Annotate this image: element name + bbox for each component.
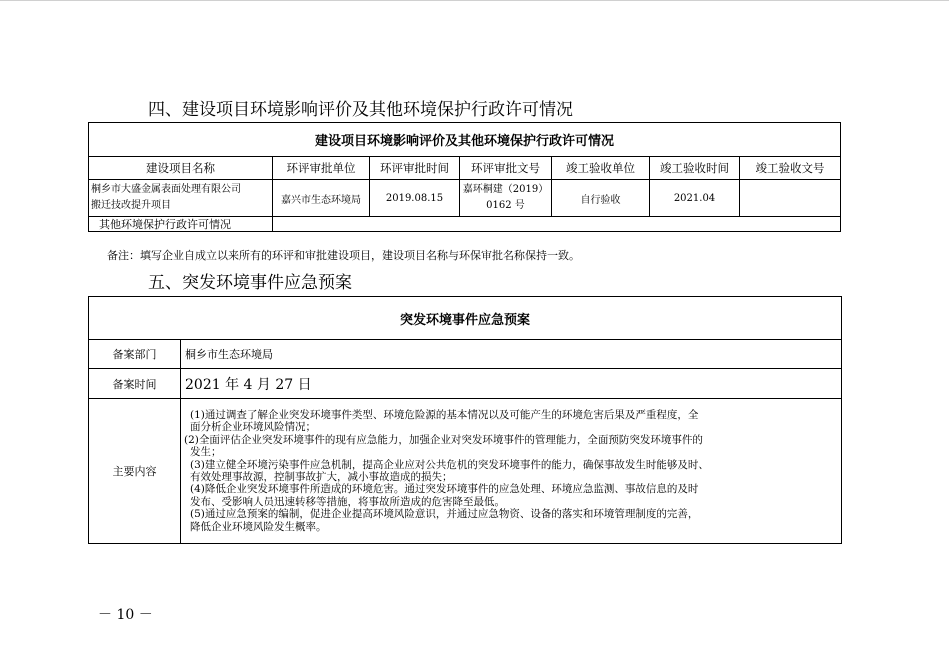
col-header-acceptance-unit: 竣工验收单位	[552, 157, 650, 180]
page-top-border	[0, 0, 949, 1]
filing-dept-value: 桐乡市生态环境局	[181, 340, 842, 369]
other-permit-value	[273, 217, 841, 232]
col-header-acceptance-date: 竣工验收时间	[650, 157, 740, 180]
eia-table-title: 建设项目环境影响评价及其他环境保护行政许可情况	[89, 123, 841, 157]
table-note: 备注：填写企业自成立以来所有的环评和审批建设项目，建设项目名称与环保审批名称保持一致。	[107, 249, 580, 262]
content-line: 面分析企业环境风险情况；	[190, 421, 316, 434]
col-header-approval-no: 环评审批文号	[460, 157, 552, 180]
content-line: (2)全面评估企业突发环境事件的现有应急能力，加强企业对突发环境事件的管理能力，全面预防突发环境事件的	[184, 433, 703, 446]
project-name-cell	[89, 180, 273, 217]
acceptance-date-cell: 2021.04	[650, 180, 740, 217]
other-permit-label: 其他环境保护行政许可情况	[89, 217, 273, 232]
content-line: (1)通过调查了解企业突发环境事件类型、环境危险源的基本情况以及可能产生的环境危害后果及严重程度，全	[190, 408, 699, 421]
project-name-line: 桐乡市大盛金属表面处理有限公司	[91, 184, 241, 195]
section5-heading: 五、突发环境事件应急预案	[148, 273, 352, 293]
col-header-project-name: 建设项目名称	[89, 157, 273, 180]
content-line: (4)降低企业突发环境事件所造成的环境危害。通过突发环境事件的应急处理、环境应急监测、事故信息的及时	[190, 483, 699, 496]
emergency-table-title: 突发环境事件应急预案	[89, 297, 842, 340]
approval-date-cell: 2019.08.15	[370, 180, 460, 217]
emergency-plan-table	[88, 296, 842, 544]
main-content-cell	[181, 399, 842, 544]
approval-no-cell	[460, 180, 552, 217]
approval-no-line: 嘉环桐建（2019）	[462, 184, 549, 195]
col-header-approval-unit: 环评审批单位	[273, 157, 370, 180]
content-line: 发生；	[190, 446, 222, 459]
page-number: － 10 －	[98, 607, 153, 623]
main-content-label: 主要内容	[89, 399, 181, 544]
acceptance-no-cell	[740, 180, 841, 217]
content-line: (5)通过应急预案的编制，促进企业提高环境风险意识，并通过应急物资、设备的落实和环境管理制度的完善，	[190, 508, 699, 521]
col-header-acceptance-no: 竣工验收文号	[740, 157, 841, 180]
project-name-line: 搬迁技改提升项目	[91, 200, 171, 211]
content-line: 发布、受影响人员迅速转移等措施，将事故所造成的危害降至最低。	[190, 495, 505, 508]
content-line: 有效处理事故源，控制事故扩大，减小事故造成的损失；	[190, 471, 453, 483]
col-header-approval-date: 环评审批时间	[370, 157, 460, 180]
filing-time-value: 2021 年 4 月 27 日	[181, 369, 842, 399]
approval-no-line: 0162 号	[486, 200, 525, 211]
content-line: 降低企业环境风险发生概率。	[190, 520, 327, 533]
content-line: (3)建立健全环境污染事件应急机制，提高企业应对公共危机的突发环境事件的能力，确保事故发生时能够及时、	[190, 458, 709, 471]
acceptance-unit-cell: 自行验收	[552, 180, 650, 217]
approval-unit-cell: 嘉兴市生态环境局	[273, 180, 370, 217]
filing-time-label: 备案时间	[89, 369, 181, 399]
section4-heading: 四、建设项目环境影响评价及其他环境保护行政许可情况	[148, 100, 573, 120]
table-row	[89, 180, 841, 217]
eia-permit-table	[88, 122, 841, 232]
filing-dept-label: 备案部门	[89, 340, 181, 369]
